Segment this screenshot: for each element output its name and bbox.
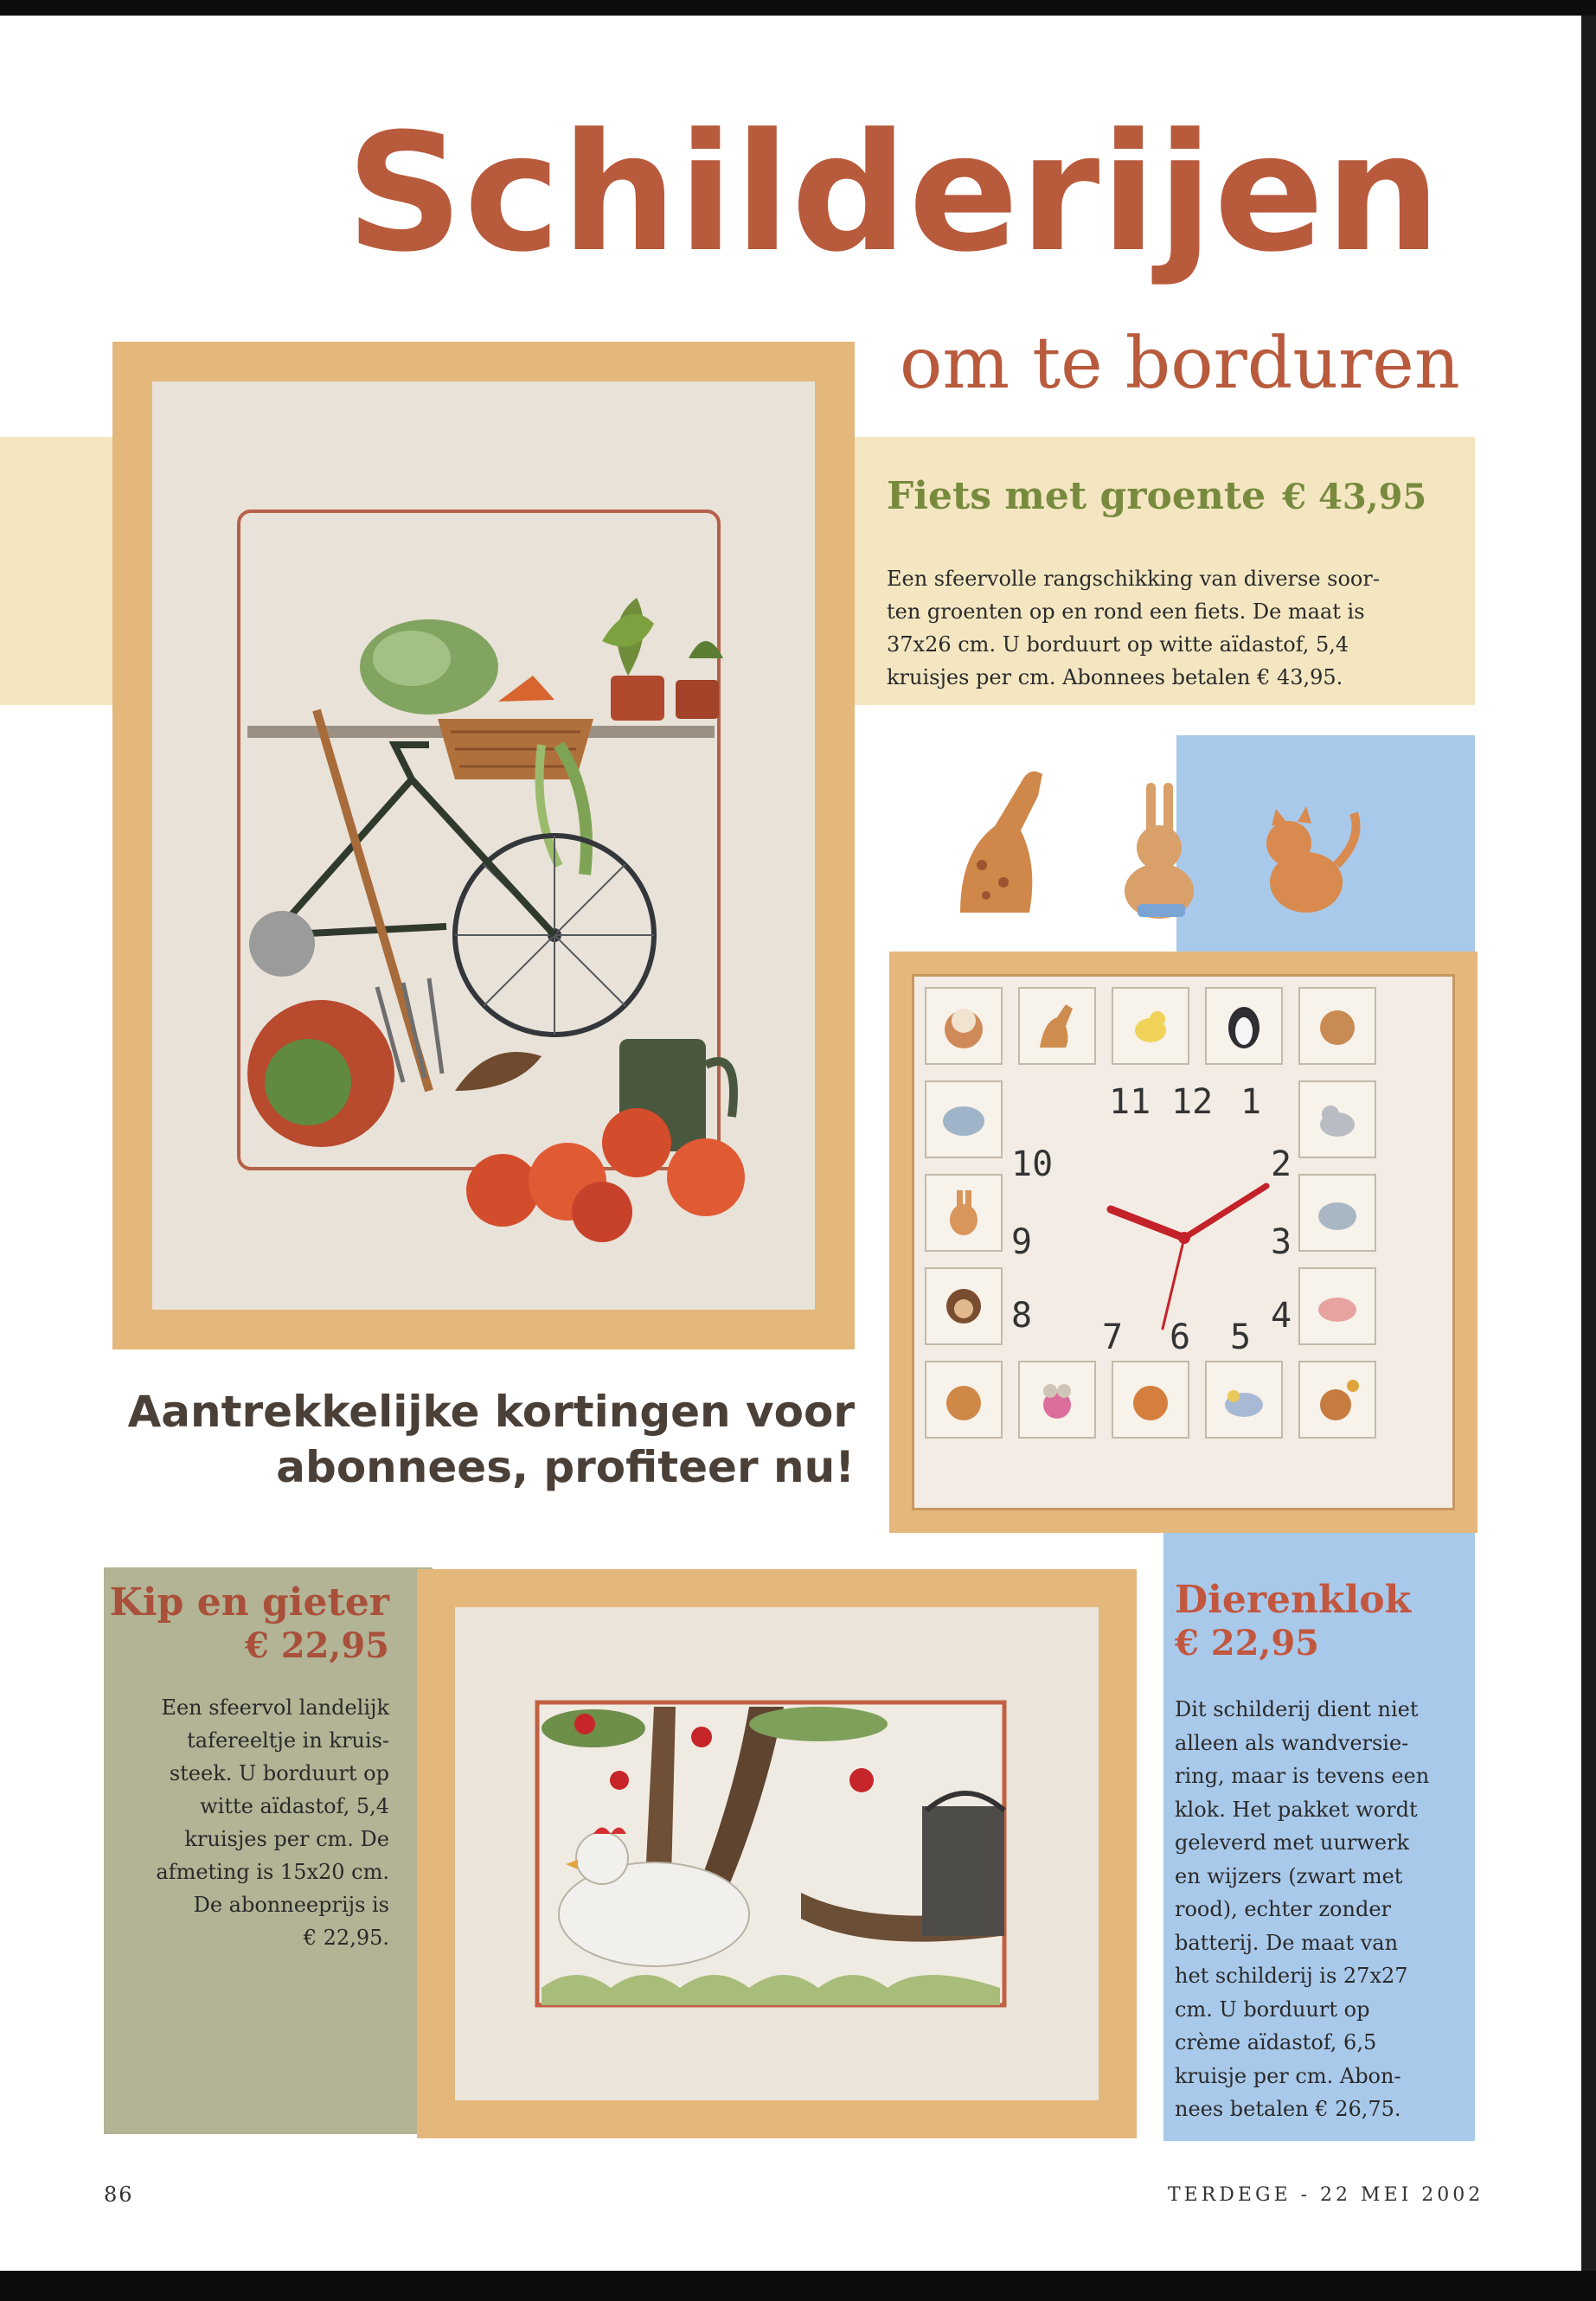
fiets-heading [887,474,1426,518]
text-line: geleverd met uurwerk [1175,1830,1410,1855]
kip-frame [417,1569,1137,2138]
text-line: batterij. De maat van [1175,1930,1399,1955]
text-line: klok. Het pakket wordt [1175,1797,1418,1822]
hour-hand [1111,1209,1184,1238]
right-edge [1581,16,1596,2271]
fiets-description [887,562,1466,694]
fiets-price: € 43,95 [1282,477,1427,517]
kip-title: Kip en gieter [109,1580,389,1625]
text-line: crème aïdastof, 6,5 [1175,2030,1377,2054]
animal-motifs [943,761,1375,926]
text-line: 37x26 cm. U borduurt op witte aïdastof, 5,4 [887,632,1349,657]
text-line: De abonneeprijs is [193,1893,389,1917]
page-title: Schilderijen [346,99,1442,288]
clock-numeral-5: 5 [1230,1317,1252,1357]
clock-numeral-12: 12 [1171,1082,1214,1122]
minute-hand [1184,1186,1266,1238]
promo-line-1: Aantrekkelijke kortingen voor [127,1387,855,1437]
text-line: nees betalen € 26,75. [1175,2097,1401,2121]
kip-heading [104,1581,389,1668]
text-line: witte aïdastof, 5,4 [200,1794,389,1818]
fiets-title: Fiets met groente [887,474,1266,518]
publication-footer: TERDEGE - 22 MEI 2002 [1168,2184,1484,2206]
text-line: en wijzers (zwart met [1175,1863,1403,1888]
text-line: ring, maar is tevens een [1175,1764,1430,1788]
fiets-embroidery [152,381,815,1310]
text-line: € 22,95. [303,1926,389,1950]
text-line: rood), echter zonder [1175,1897,1391,1921]
bottom-edge [0,2271,1596,2301]
text-line: ten groenten op en rond een fiets. De maat is [887,599,1365,624]
rabbit-motif [1125,783,1194,919]
clock-numeral-1: 1 [1240,1082,1262,1122]
fiets-frame [112,342,855,1349]
page-subtitle: om te borduren [900,323,1460,405]
dierenklok-frame [889,952,1477,1533]
page-number: 86 [104,2182,134,2207]
cat-motif [1266,806,1356,913]
text-line: Een sfeervol landelijk [161,1695,389,1720]
top-edge [0,0,1596,16]
clock-numeral-6: 6 [1170,1317,1191,1357]
giraffe-motif [960,772,1042,913]
kip-description [104,1691,389,1954]
text-line: het schilderij is 27x27 [1175,1964,1408,1988]
dieren-heading [1175,1579,1411,1665]
text-line: Dit schilderij dient niet [1175,1697,1419,1721]
text-line: afmeting is 15x20 cm. [156,1860,389,1884]
second-hand [1163,1238,1184,1329]
kip-embroidery [455,1607,1099,2100]
text-line: alleen als wandversie- [1175,1730,1409,1755]
clock-face [912,974,1455,1510]
dieren-description [1175,1693,1473,2126]
text-line: kruisjes per cm. De [184,1827,389,1851]
clock-numeral-7: 7 [1102,1317,1124,1357]
clock-numeral-9: 9 [1011,1222,1033,1262]
text-line: kruisjes per cm. Abonnees betalen € 43,95. [887,665,1343,689]
text-line: kruisje per cm. Abon- [1175,2063,1401,2088]
text-line: steek. U borduurt op [169,1761,389,1785]
clock-hands [912,974,1455,1510]
dieren-title: Dierenklok [1175,1578,1412,1622]
dieren-price: € 22,95 [1175,1623,1320,1663]
text-line: Een sfeervolle rangschikking van diverse soor- [887,567,1380,591]
clock-numeral-3: 3 [1271,1222,1292,1262]
clock-numeral-8: 8 [1011,1296,1033,1336]
promo-text [112,1384,855,1495]
clock-numeral-10: 10 [1011,1144,1054,1184]
promo-line-2: abonnees, profiteer nu! [276,1442,855,1492]
clock-numeral-4: 4 [1271,1296,1292,1336]
clock-numeral-2: 2 [1271,1144,1292,1184]
kip-price: € 22,95 [244,1625,389,1666]
text-line: cm. U borduurt op [1175,1997,1370,2022]
text-line: tafereeltje in kruis- [187,1728,389,1753]
clock-numeral-11: 11 [1109,1082,1151,1122]
